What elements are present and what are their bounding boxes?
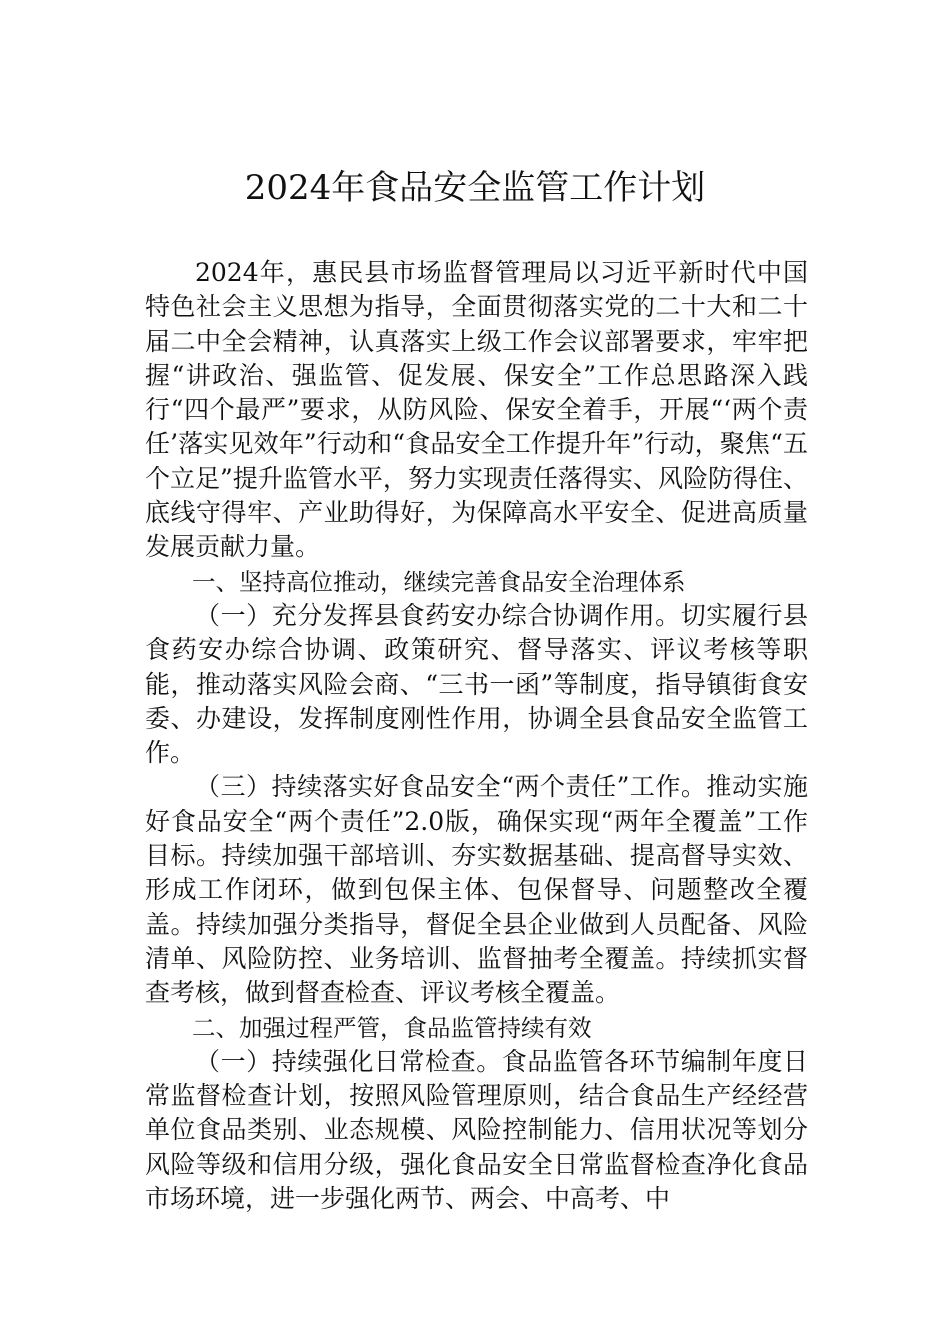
section-heading-2: 二、加强过程严管，食品监管持续有效 bbox=[192, 1013, 592, 1042]
body-paragraph: （三）持续落实好食品安全“两个责任”工作。推动实施好食品安全“两个责任”2.0版，确保实现“两年全覆盖”工作目标。持续加强干部培训、夯实数据基础、提高督导实效、形成工作闭环，做到包保主体、包保督导、问题整改全覆盖。持续加强分类指导，督促全县企业做到人员配备、风险清单、风险防控、业务培训、监督抽考全覆盖。持续抓实督查考核，做到督查检查、评议考核全覆盖。 bbox=[145, 772, 808, 1008]
body-paragraph: （一）持续强化日常检查。食品监管各环节编制年度日常监督检查计划，按照风险管理原则，结合食品生产经经营单位食品类别、业态规模、风险控制能力、信用状况等划分风险等级和信用分级，强化食品安全日常监督检查净化食品市场环境，进一步强化两节、两会、中高考、中 bbox=[145, 1046, 808, 1214]
document-title: 2024年食品安全监管工作计划 bbox=[244, 168, 706, 208]
section-heading-1: 一、坚持高位推动，继续完善食品安全治理体系 bbox=[192, 567, 686, 596]
document-body bbox=[145, 256, 808, 1216]
body-paragraph: （一）充分发挥县食药安办综合协调作用。切实履行县食药安办综合协调、政策研究、督导落实、评议考核等职能，推动落实风险会商、“三书一函”等制度，指导镇街食安委、办建设，发挥制度刚性作用，协调全县食品安全监管工作。 bbox=[145, 600, 808, 768]
intro-paragraph: 2024年，惠民县市场监督管理局以习近平新时代中国特色社会主义思想为指导，全面贯彻落实党的二十大和二十届二中全会精神，认真落实上级工作会议部署要求，牢牢把握“讲政治、强监管、促发展、保安全”工作总思路深入践行“四个最严”要求，从防风险、保安全着手，开展“‘两个责任’落实见效年”行动和“食品安全工作提升年”行动，聚焦“五个立足”提升监管水平，努力实现责任落得实、风险防得住、底线守得牢、产业助得好，为保障高水平安全、促进高质量发展贡献力量。 bbox=[145, 258, 808, 562]
